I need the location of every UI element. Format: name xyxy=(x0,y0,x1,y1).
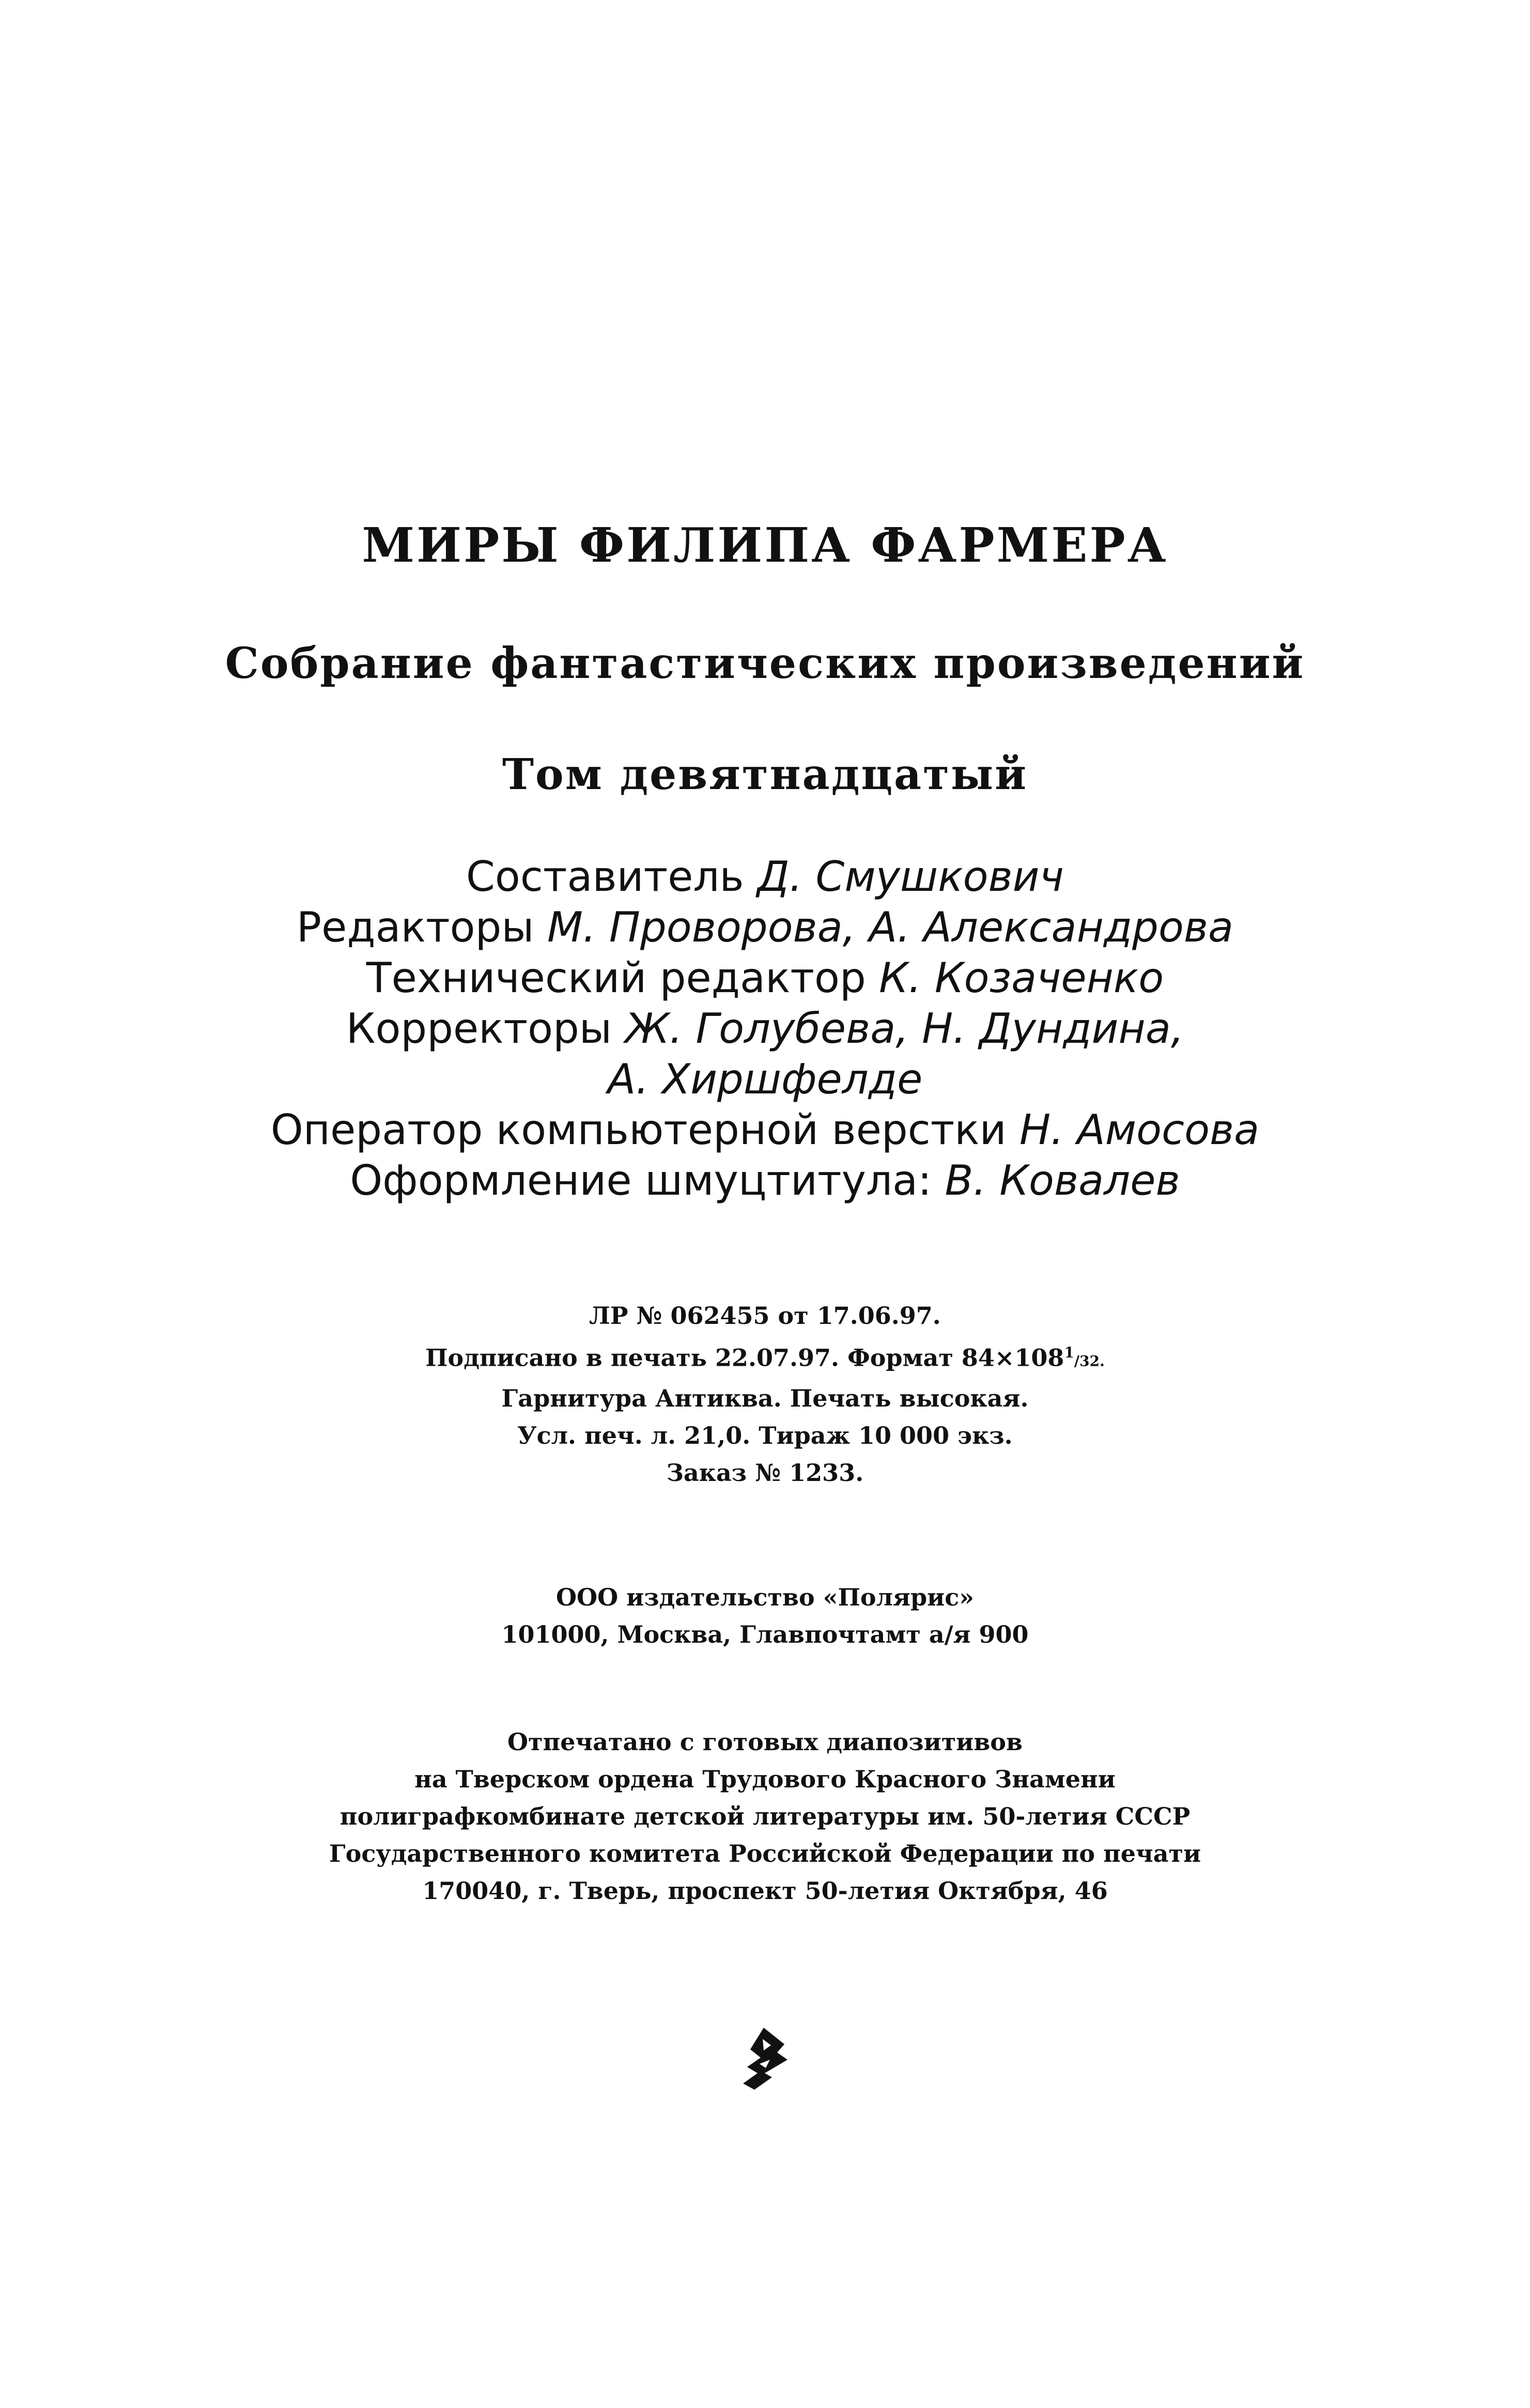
credit-name: К. Козаченко xyxy=(879,954,1164,1002)
credit-name: Ж. Голубева, Н. Дундина, xyxy=(625,1005,1184,1053)
typeface-line: Гарнитура Антиква. Печать высокая. xyxy=(501,1384,1029,1413)
credit-role: Оформление шмуцтитула: xyxy=(350,1156,932,1205)
license-line: ЛР № 062455 от 17.06.97. xyxy=(589,1302,941,1330)
printer-line: Государственного комитета Российской Федерации по печати xyxy=(329,1840,1201,1867)
credits-block xyxy=(0,852,1530,1206)
series-title: МИРЫ ФИЛИПА ФАРМЕРА xyxy=(362,517,1168,573)
print-specs-block xyxy=(0,1297,1530,1491)
publisher-address: 101000, Москва, Главпочтамт а/я 900 xyxy=(501,1620,1029,1648)
credit-line xyxy=(0,902,1530,953)
format-superscript: 1 xyxy=(1064,1344,1074,1361)
credit-line xyxy=(0,953,1530,1004)
printer-block xyxy=(0,1723,1530,1909)
credit-role: Составитель xyxy=(466,853,744,901)
credit-line xyxy=(0,1054,1530,1105)
printer-address: 170040, г. Тверь, проспект 50-летия Октября, 46 xyxy=(422,1877,1108,1905)
credit-line xyxy=(0,1155,1530,1206)
volume-title: Том девятнадцатый xyxy=(502,750,1028,799)
signed-format-line xyxy=(0,1334,1530,1380)
credit-name: Н. Амосова xyxy=(1019,1106,1260,1154)
publisher-block xyxy=(0,1579,1530,1653)
print-run-line: Усл. печ. л. 21,0. Тираж 10 000 экз. xyxy=(517,1422,1013,1450)
order-line: Заказ № 1233. xyxy=(666,1459,864,1487)
credit-line xyxy=(0,1105,1530,1155)
credit-line xyxy=(0,852,1530,902)
credit-role: Технический редактор xyxy=(366,954,866,1002)
collection-subtitle: Собрание фантастических произведений xyxy=(225,639,1305,688)
credit-role: Оператор компьютерной верстки xyxy=(270,1106,1007,1154)
credit-line xyxy=(0,1004,1530,1054)
credit-role: Редакторы xyxy=(296,903,534,951)
publisher-name: ООО издательство «Полярис» xyxy=(555,1583,975,1611)
credit-name: В. Ковалев xyxy=(945,1156,1180,1205)
printer-line: на Тверском ордена Трудового Красного Знамени xyxy=(414,1765,1116,1793)
credit-name: А. Хиршфелде xyxy=(607,1055,923,1103)
printer-logo-icon xyxy=(734,2026,796,2093)
credit-role: Корректоры xyxy=(346,1005,612,1053)
credit-name: М. Проворова, А. Александрова xyxy=(547,903,1234,951)
printer-line: полиграфкомбинате детской литературы им. 50-летия СССР xyxy=(339,1802,1191,1830)
signed-format-text: Подписано в печать 22.07.97. Формат 84×108 xyxy=(425,1344,1064,1372)
format-subscript: /32. xyxy=(1074,1352,1105,1370)
printer-line: Отпечатано с готовых диапозитивов xyxy=(507,1728,1023,1756)
credit-name: Д. Смушкович xyxy=(757,853,1064,901)
